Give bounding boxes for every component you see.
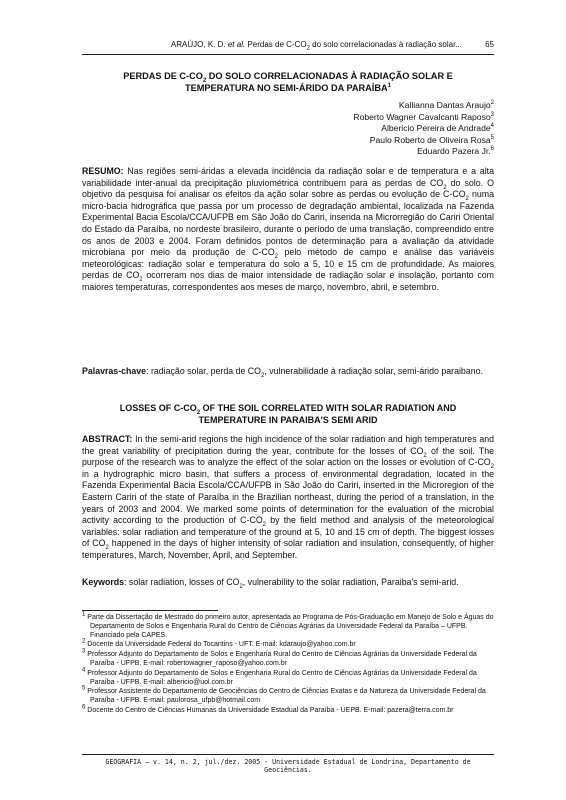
title-en-line1: LOSSES OF $C-CO_2$ OF THE SOIL CORRELATED WITH SOLAR RADIATION AND [119,403,457,416]
title-en-line2: TEMPERATURE IN PARAIBA'S SEMI ARID [198,415,378,425]
author: Kallianna Dantas Araujo$^2$ [398,100,494,110]
footnote: $^3$ Professor Adjunto do Departamento de Solos e Engenharia Rural do Centro de Ciências Agrárias da Universidade Federal da Paraíba - UFPB. E-mail: robertowagner_raposo@yahoo.com.br [82,648,477,667]
abstract-en: ABSTRACT: In the semi-arid regions the high incidence of the solar radiation and high temperatures and the great variability of precipitation during the year, contribute for the losses of $CO_2$ of the soil. The purpose of the research was to analyze the effect of the solar action on the losses or evolution of $C-CO_2$ in a hydrographic micro basin, that suffers a process of environmental degradation, located in the Fazenda Experimental Bacia Escola/CCA/UFPB in São João do Cariri, inserted in the Microregion of the Eastern Cariri of the state of Paraíba in the Brazilian northeast, during the period of a translation, in the years of 2003 and 2004. We marked some points of determination for the evaluation of the microbial activity according to the production of $C-CO_2$ by the field method and analysis of the meteorological variables: solar radiation and temperature of the ground at 5, 10 and 15 cm of depth. The biggest losses of $CO_2$ happened in the days of higher intensity of solar radiation and insulation, consequently, of higher temperatures, March, November, April, and September. [82,434,495,560]
abstract-pt-label: RESUMO: [82,166,124,176]
title-en [82,402,494,426]
footnote: $^2$ Docente da Universidade Federal do Tocantins - UFT. E-mail: kdaraujo@yahoo.com.br [82,639,356,649]
title-pt-line2: TEMPERATURA NO SEMI-ÁRIDO DA PARAÍBA$^1$ [185,82,391,93]
footnote: $^1$ Parte da Dissertação de Mestrado do primeiro autor, apresentada ao Programa de Pós-Graduação em Manejo de Solo e Águas do Departamento de Solos e Engenharia Rural do Centro de Ciências Agrárias da Universidade Federal da Paraíba – UFPB. Financiado pela CAPES. [82,611,494,639]
paper-page [82,0,494,800]
keywords-pt: Palavras-chave: radiação solar, perda de $CO_2$, vulnerabilidade à radiação solar, semi-árido paraibano. [82,366,483,379]
author-list [353,100,494,158]
running-head-text: ARAÚJO, K. D. et al. Perdas de $C-CO_2$ do solo correlacionadas à radiação solar... [170,40,462,52]
author: Albericio Pereira de Andrade$^4$ [381,123,494,134]
author: Roberto Wagner Cavalcanti Raposo$^3$ [353,111,494,122]
abstract-pt: RESUMO: Nas regiões semi-áridas a elevada incidência da radiação solar e de temperatura e a alta variabilidade inter-anual da precipitação pluviométrica contribuem para as perdas de $CO_2$ do solo. O objetivo da pesquisa foi analisar os efeitos da ação solar sobre as perdas ou evolução de $C-CO_2$ numa micro-bacia hidrográfica que passa por um processo de degradação ambiental, localizada na Fazenda Experimental Bacia Escola/CCA/UFPB em São João do Cariri, inserida na Microrregião do Cariri Oriental do Estado da Paraíba, no nordeste brasileiro, durante o período de uma translação, compreendido entre os anos de 2003 e 2004. Foram definidos pontos de determinação para a avaliação da atividade microbiana por meio da produção de $C-CO_2$ pelo método de campo e análise das variáveis meteorológicas: radiação solar e temperatura do solo a 5, 10 e 15 cm de profundidade. As maiores perdas de $CO_2$ ocorreram nos dias de maior intensidade de radiação solar e insolação, portanto com maiores temperaturas, correspondentes aos meses de março, novembro, abril, e setembro. [82,166,495,292]
abstract-en-label: ABSTRACT: [82,434,133,444]
author: Paulo Roberto de Oliveira Rosa$^5$ [369,134,494,145]
title-pt-line1: PERDAS DE $C-CO_2$ DO SOLO CORRELACIONADAS À RADIAÇÃO SOLAR E [123,71,453,84]
title-pt [82,70,494,94]
footnotes [82,611,494,717]
keywords-en-label: Keywords [82,577,125,587]
journal-footer: GEOGRAFIA – v. 14, n. 2, jul./dez. 2005 - Universidade Estadual de Londrina, Departamento de Geociências. [82,754,494,774]
footnote: $^4$ Professor Adjunto do Departamento de Solos e Engenharia Rural do Centro de Ciências Agrárias da Universidade Federal da Paraíba - UFPB. E-mail: albericio@uol.com.br [82,667,477,686]
running-head [82,40,494,55]
keywords-pt-label: Palavras-chave [82,366,147,376]
page-number: 65 [485,40,494,49]
keywords-en: Keywords: solar radiation, losses of $CO_2$, vulnerability to the solar radiation, Paraiba's semi-arid. [82,577,459,590]
footnote: $^6$ Docente do Centro de Ciências Humanas da Universidade Estadual da Paraíba - UEPB. E-mail: pazera@terra.com.br [82,704,454,714]
footnote-divider [82,610,218,611]
author: Eduardo Pazera Jr.$^6$ [417,146,494,157]
footnote: $^5$ Professor Assistente do Departamento de Geociências do Centro de Ciências Exatas e da Natureza da Universidade Federal da Paraíba - UFPB. E-mail: paulorosa_ufpb@hotmail.com [82,686,486,705]
